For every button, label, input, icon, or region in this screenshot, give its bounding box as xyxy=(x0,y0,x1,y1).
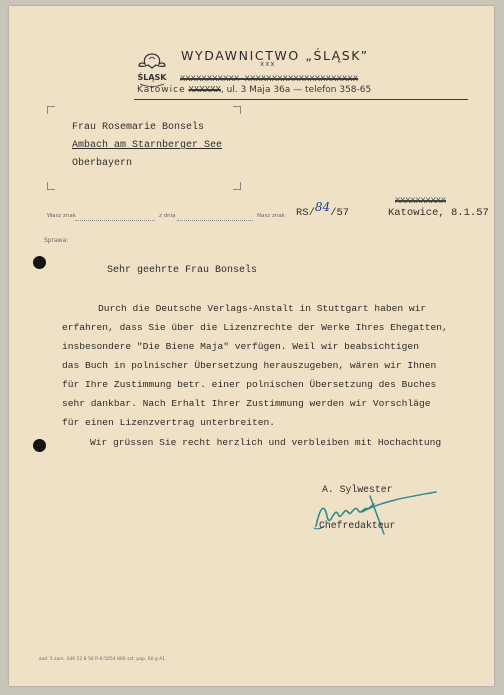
recipient-name: Frau Rosemarie Bonsels xyxy=(72,122,205,133)
address-city: Katowice xyxy=(137,85,186,95)
address-line xyxy=(137,85,371,95)
letter-page xyxy=(9,6,494,686)
window-corner-br xyxy=(233,182,241,190)
print-footer: zad. 5 zam. 446 12 8 56 R-6-5054 800 szt. pap. 60 g A1 xyxy=(39,657,166,662)
letter-date: Katowice, 8.1.57 xyxy=(388,207,489,219)
struck-out-line: XXXXXXXXXXX XXXXXXXXXXXXXXXXXXXXX xyxy=(180,74,359,84)
salutation: Sehr geehrte Frau Bonsels xyxy=(107,265,258,276)
recipient-region: Oberbayern xyxy=(72,158,133,169)
address-details: , ul. 3 Maja 36a — telefon 358-65 xyxy=(220,85,372,95)
body-line: für Ihre Zustimmung betr. einer polnischen Übersetzung des Buches xyxy=(62,379,437,390)
sprawa-label: Sprawa: xyxy=(44,237,69,244)
body-line: das Buch in polnischer Übersetzung herauszugeben, wären wir Ihnen xyxy=(62,360,437,371)
window-corner-bl xyxy=(47,182,55,190)
punch-hole-bottom xyxy=(33,439,46,452)
logo-text: ŚLĄSK xyxy=(137,73,167,82)
letterhead-rule xyxy=(134,99,468,100)
wasz-znak-line xyxy=(75,220,155,221)
nasz-znak-label: Nasz znak xyxy=(257,213,285,219)
reference-number xyxy=(296,200,350,219)
window-corner-tr xyxy=(233,106,241,114)
body-line: Durch die Deutsche Verlags-Anstalt in Stuttgart haben wir xyxy=(98,303,427,314)
z-dnia-label: z dnia xyxy=(159,213,176,219)
ornament-mark: xxx xyxy=(260,61,276,69)
address-struck: XXXXXX xyxy=(188,85,221,95)
body-line: erfahren, dass Sie über die Lizenzrechte der Werke Ihres Ehegatten, xyxy=(62,322,448,333)
punch-hole-top xyxy=(33,256,46,269)
wasz-znak-label: Wasz znak xyxy=(47,213,76,219)
handwritten-signature xyxy=(304,476,444,546)
date-struck: XXXXXXXXXX xyxy=(395,196,447,206)
window-corner-tl xyxy=(47,106,55,114)
recipient-address: Ambach am Starnberger See xyxy=(72,140,223,151)
company-name: WYDAWNICTWO „ŚLĄSK” xyxy=(181,48,369,63)
body-line: für einen Lizenzvertrag unterbreiten. xyxy=(62,417,276,428)
signatory-name: A. Sylwester xyxy=(322,484,393,495)
body-line: sehr dankbar. Nach Erhalt Ihrer Zustimmung werden wir Vorschläge xyxy=(62,398,431,409)
signatory-title: Chefredakteur xyxy=(319,520,396,531)
reference-suffix: /57 xyxy=(330,207,350,219)
body-line: insbesondere "Die Biene Maja" verfügen. Weil wir beabsichtigen xyxy=(62,341,419,352)
body-line: Wir grüssen Sie recht herzlich und verbleiben mit Hochachtung xyxy=(90,437,442,448)
z-dnia-line xyxy=(177,220,253,221)
reference-handwritten: 84 xyxy=(314,200,331,214)
reference-prefix: RS/ xyxy=(296,207,315,219)
